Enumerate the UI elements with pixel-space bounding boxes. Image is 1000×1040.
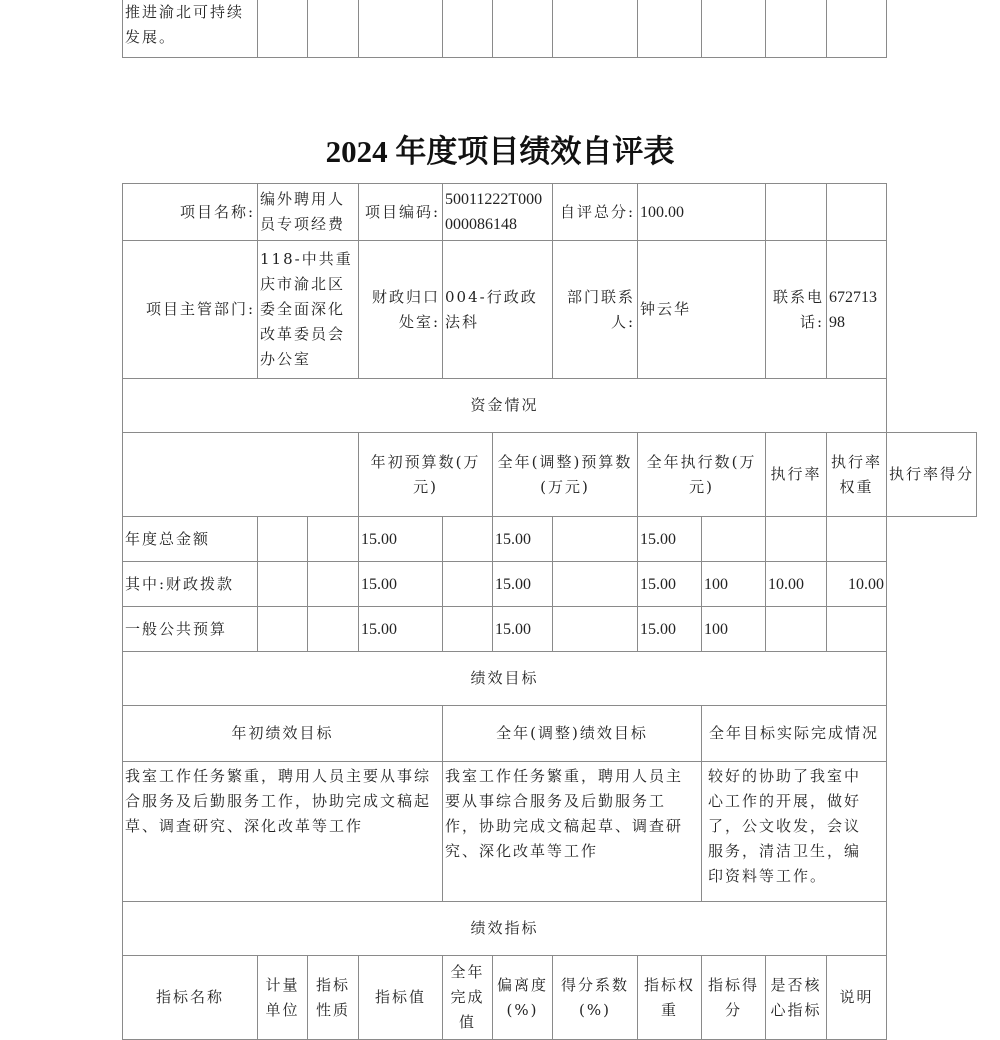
finance-dept-value: 004-行政政法科	[443, 241, 553, 379]
exec-score-header: 执行率得分	[887, 433, 977, 517]
finance-dept-label: 财政归口处室:	[359, 241, 443, 379]
funds-section-title: 资金情况	[123, 379, 887, 433]
self-score-label: 自评总分:	[553, 184, 638, 241]
funds-row-adjusted: 15.00	[493, 607, 553, 652]
funds-row-rate: 100	[702, 607, 766, 652]
self-evaluation-table	[122, 183, 977, 517]
indicator-coefficient-header: 得分系数(%)	[553, 956, 638, 1040]
goals-section-title: 绩效目标	[123, 652, 887, 706]
project-name-value: 编外聘用人员专项经费	[258, 184, 359, 241]
goals-content-row	[123, 762, 887, 902]
funds-row	[123, 562, 887, 607]
funds-row	[123, 517, 887, 562]
funds-detail-table	[122, 516, 887, 1040]
adjusted-goal-header: 全年(调整)绩效目标	[443, 706, 702, 762]
dept-value: 118-中共重庆市渝北区委全面深化改革委员会办公室	[258, 241, 359, 379]
initial-budget-header: 年初预算数(万元)	[359, 433, 493, 517]
indicator-score-header: 指标得分	[702, 956, 766, 1040]
previous-table-text: 推进渝北可持续发展。	[123, 0, 258, 57]
project-code-value: 50011222T000000086148	[443, 184, 553, 241]
funds-row-rate: 100	[702, 562, 766, 607]
phone-label: 联系电话:	[766, 241, 827, 379]
adjusted-goal-text: 我室工作任务繁重，聘用人员主要从事综合服务及后勤服务工作，协助完成文稿起草、调查研究、深化改革等工作	[443, 762, 702, 902]
dept-label: 项目主管部门:	[123, 241, 258, 379]
funds-row-initial: 15.00	[359, 607, 443, 652]
funds-row-label: 年度总金额	[123, 517, 258, 562]
indicator-core-header: 是否核心指标	[766, 956, 827, 1040]
project-name-label: 项目名称:	[123, 184, 258, 241]
actual-goal-text: 较好的协助了我室中心工作的开展，做好了，公文收发，会议服务，清洁卫生，编印资料等工作。	[702, 762, 887, 902]
funds-row-weight	[766, 517, 827, 562]
indicator-value-header: 指标值	[359, 956, 443, 1040]
indicators-header-row	[123, 956, 887, 1040]
adjusted-budget-header: 全年(调整)预算数(万元)	[493, 433, 638, 517]
self-score-value: 100.00	[638, 184, 766, 241]
indicator-nature-header: 指标性质	[308, 956, 359, 1040]
initial-goal-header: 年初绩效目标	[123, 706, 443, 762]
phone-value: 67271398	[827, 241, 887, 379]
indicator-deviation-header: 偏离度(%)	[493, 956, 553, 1040]
funds-row-executed: 15.00	[638, 607, 702, 652]
funds-row-initial: 15.00	[359, 562, 443, 607]
funds-row-label: 一般公共预算	[123, 607, 258, 652]
indicator-unit-header: 计量单位	[258, 956, 308, 1040]
funds-row-executed: 15.00	[638, 517, 702, 562]
indicators-section-row	[123, 902, 887, 956]
previous-table	[122, 0, 887, 58]
funds-row-score: 10.00	[827, 562, 887, 607]
funds-header-row	[123, 433, 977, 517]
exec-weight-header: 执行率权重	[827, 433, 887, 517]
funds-row-weight	[766, 607, 827, 652]
project-info-row-2	[123, 241, 977, 379]
contact-value: 钟云华	[638, 241, 766, 379]
indicator-actual-header: 全年完成值	[443, 956, 493, 1040]
indicators-section-title: 绩效指标	[123, 902, 887, 956]
funds-row-executed: 15.00	[638, 562, 702, 607]
exec-rate-header: 执行率	[766, 433, 827, 517]
actual-goal-header: 全年目标实际完成情况	[702, 706, 887, 762]
funds-row-score	[827, 607, 887, 652]
executed-header: 全年执行数(万元)	[638, 433, 766, 517]
indicator-note-header: 说明	[827, 956, 887, 1040]
funds-row-score	[827, 517, 887, 562]
funds-row-rate	[702, 517, 766, 562]
funds-row-label: 其中:财政拨款	[123, 562, 258, 607]
previous-table-row	[123, 0, 887, 57]
funds-row-weight: 10.00	[766, 562, 827, 607]
project-code-label: 项目编码:	[359, 184, 443, 241]
initial-goal-text: 我室工作任务繁重，聘用人员主要从事综合服务及后勤服务工作，协助完成文稿起草、调查研究、深化改革等工作	[123, 762, 443, 902]
goals-section-row	[123, 652, 887, 706]
page-title: 2024 年度项目绩效自评表	[325, 134, 675, 169]
funds-section-row	[123, 379, 977, 433]
goals-header-row	[123, 706, 887, 762]
project-info-row-1	[123, 184, 977, 241]
indicator-name-header: 指标名称	[123, 956, 258, 1040]
funds-row	[123, 607, 887, 652]
contact-label: 部门联系人:	[553, 241, 638, 379]
funds-row-adjusted: 15.00	[493, 517, 553, 562]
indicator-weight-header: 指标权重	[638, 956, 702, 1040]
funds-row-adjusted: 15.00	[493, 562, 553, 607]
funds-row-initial: 15.00	[359, 517, 443, 562]
